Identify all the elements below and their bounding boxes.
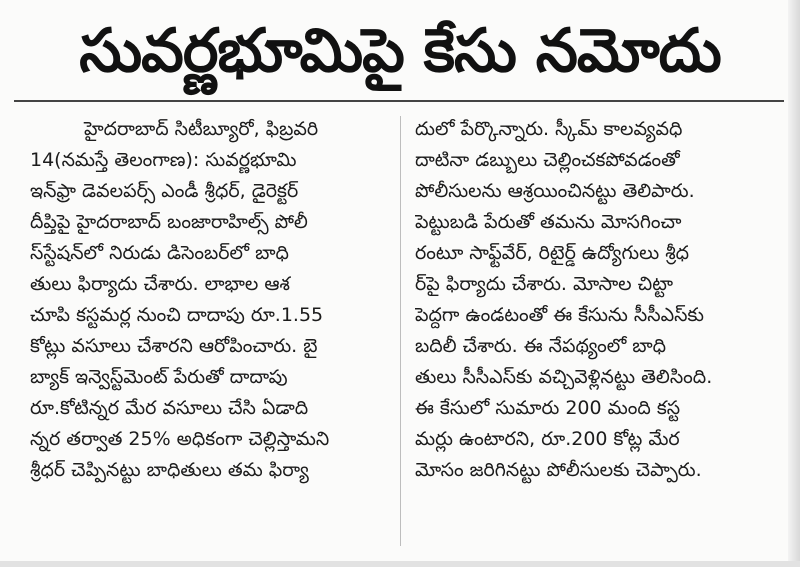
article-line: బదిలీ చేశారు. ఈ నేపథ్యంలో బాధి [415,335,667,357]
article-line: రంటూ సాఫ్ట్‌వేర్, రిటైర్డ్ ఉద్యోగులు శ్రీధ [415,242,690,264]
article-line: దులో పేర్కొన్నారు. స్కీమ్ కాలవ్యవధి [415,118,683,140]
article-line: బ్యాక్ ఇన్వెస్ట్‌మెంట్ పేరుతో దాదాపు [30,366,288,388]
article-line: న్నర తర్వాత 25% అధికంగా చెల్లిస్తామని [30,428,330,450]
article-line: హైదరాబాద్ సిటీబ్యూరో, ఫిబ్రవరి [84,118,319,140]
article-line: పెట్టుబడి పేరుతో తమను మోసగించా [415,211,682,233]
article-line: మోసం జరిగినట్టు పోలీసులకు చెప్పారు. [415,459,702,481]
headline-rule [14,100,784,102]
column-divider [400,116,401,546]
article-line: రూ.కోటిన్నర మేర వసూలు చేసి ఏడాది [30,397,309,419]
article-line: కోట్లు వసూలు చేశారని ఆరోపించారు. బై [30,335,318,357]
article-line: తులు సీసీఎస్‌కు వచ్చివెళ్లినట్టు తెలిసింది. [415,366,713,388]
headline: సువర్ణభూమిపై కేసు నమోదు [79,16,721,86]
article-line: పోలీసులను ఆశ్రయించినట్టు తెలిపారు. [415,180,695,202]
article-column-right [415,114,775,486]
article-line: మర్లు ఉంటారని, రూ.200 కోట్ల మేర [415,428,680,450]
article-line: 14(నమస్తే తెలంగాణ): సువర్ణభూమి [30,149,297,171]
scan-edge-bottom [0,561,800,567]
article-line: పెద్దగా ఉండటంతో ఈ కేసును సీసీఎస్‌కు [415,304,704,326]
article-line: స్‌స్టేషన్‌లో నిరుడు డిసెంబర్‌లో బాధి [30,242,289,264]
article-line: శ్రీధర్ చెప్పినట్టు బాధితులు తమ ఫిర్యా [30,459,309,481]
article-line: ర్‌పై ఫిర్యాదు చేశారు. మోసాల చిట్టా [415,273,674,295]
article-line: దీప్తిపై హైదరాబాద్ బంజారాహిల్స్ పోలీ [30,211,308,233]
article-line: ఈ కేసులో సుమారు 200 మంది కస్ట [415,397,681,419]
article-line: చూపి కస్టమర్ల నుంచి దాదాపు రూ.1.55 [30,304,324,326]
article-column-left [30,114,386,486]
scan-edge-shadow [788,0,800,567]
article-line: తులు ఫిర్యాదు చేశారు. లాభాల ఆశ [30,273,290,295]
article-line: దాటినా డబ్బులు చెల్లించకపోవడంతో [415,149,680,171]
article-line: ఇన్‌ఫ్రా డెవలపర్స్ ఎండీ శ్రీధర్, డైరెక్టర్ [30,180,299,202]
